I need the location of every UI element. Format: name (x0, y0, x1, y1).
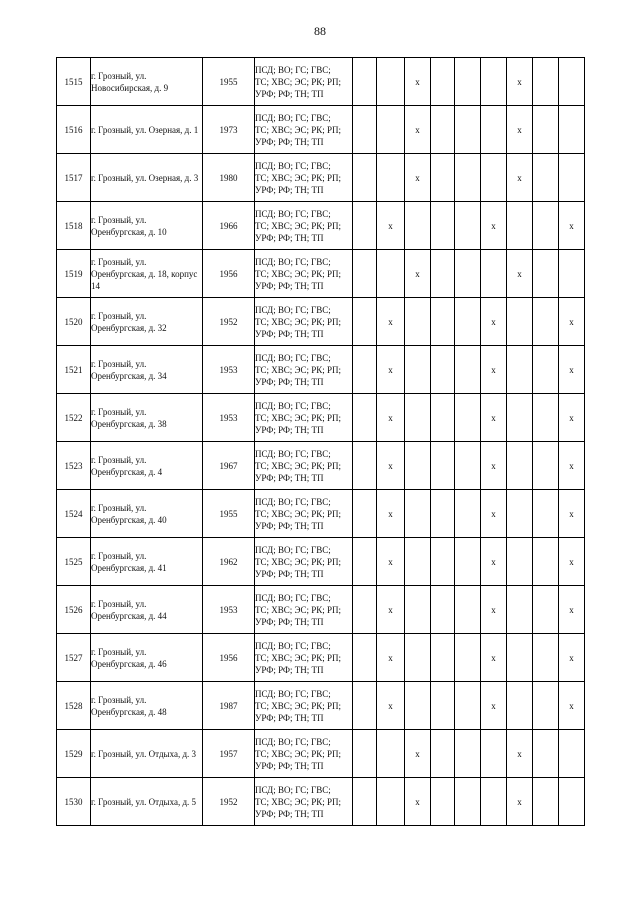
table-row (57, 586, 585, 634)
mark-cell (353, 490, 377, 538)
mark-cell: x (559, 634, 585, 682)
mark-cell (533, 586, 559, 634)
table-row (57, 346, 585, 394)
construction-year: 1956 (203, 634, 255, 682)
table-row (57, 154, 585, 202)
mark-cell (353, 298, 377, 346)
engineering-systems: ПСД; ВО; ГС; ГВС; ТС; ХВС; ЭС; РК; РП; УРФ; РФ; ТН; ТП (255, 442, 353, 490)
mark-cell: x (377, 538, 405, 586)
mark-cell (455, 586, 481, 634)
mark-cell (507, 394, 533, 442)
mark-cell (481, 730, 507, 778)
mark-cell: x (481, 538, 507, 586)
row-number: 1527 (57, 634, 91, 682)
mark-cell (353, 250, 377, 298)
construction-year: 1957 (203, 730, 255, 778)
mark-cell (481, 58, 507, 106)
mark-cell (533, 634, 559, 682)
mark-cell (405, 490, 431, 538)
mark-cell: x (377, 634, 405, 682)
mark-cell (431, 586, 455, 634)
mark-cell (533, 730, 559, 778)
mark-cell (431, 106, 455, 154)
mark-cell: x (377, 586, 405, 634)
mark-cell (533, 394, 559, 442)
mark-cell (507, 634, 533, 682)
mark-cell (455, 106, 481, 154)
mark-cell (431, 682, 455, 730)
mark-cell (405, 394, 431, 442)
mark-cell (353, 154, 377, 202)
mark-cell (455, 778, 481, 826)
mark-cell (431, 778, 455, 826)
row-number: 1520 (57, 298, 91, 346)
building-address: г. Грозный, ул. Оренбургская, д. 48 (91, 682, 203, 730)
engineering-systems: ПСД; ВО; ГС; ГВС; ТС; ХВС; ЭС; РК; РП; УРФ; РФ; ТН; ТП (255, 394, 353, 442)
mark-cell (533, 490, 559, 538)
building-address: г. Грозный, ул. Оренбургская, д. 18, корпус 14 (91, 250, 203, 298)
mark-cell (507, 202, 533, 250)
engineering-systems: ПСД; ВО; ГС; ГВС; ТС; ХВС; ЭС; РК; РП; УРФ; РФ; ТН; ТП (255, 106, 353, 154)
mark-cell: x (405, 154, 431, 202)
engineering-systems: ПСД; ВО; ГС; ГВС; ТС; ХВС; ЭС; РК; РП; УРФ; РФ; ТН; ТП (255, 154, 353, 202)
mark-cell (405, 298, 431, 346)
mark-cell: x (377, 202, 405, 250)
mark-cell: x (377, 682, 405, 730)
mark-cell: x (507, 106, 533, 154)
mark-cell: x (481, 682, 507, 730)
mark-cell (377, 106, 405, 154)
mark-cell (353, 58, 377, 106)
mark-cell: x (559, 490, 585, 538)
mark-cell (481, 778, 507, 826)
mark-cell (377, 154, 405, 202)
mark-cell (405, 682, 431, 730)
mark-cell: x (559, 346, 585, 394)
mark-cell (507, 586, 533, 634)
mark-cell (353, 394, 377, 442)
mark-cell (533, 154, 559, 202)
mark-cell (559, 778, 585, 826)
construction-year: 1973 (203, 106, 255, 154)
engineering-systems: ПСД; ВО; ГС; ГВС; ТС; ХВС; ЭС; РК; РП; УРФ; РФ; ТН; ТП (255, 202, 353, 250)
row-number: 1528 (57, 682, 91, 730)
table-row (57, 202, 585, 250)
mark-cell: x (377, 442, 405, 490)
table-body (57, 58, 585, 826)
table-row (57, 58, 585, 106)
construction-year: 1953 (203, 586, 255, 634)
mark-cell (431, 490, 455, 538)
mark-cell (507, 298, 533, 346)
mark-cell (559, 58, 585, 106)
mark-cell (353, 202, 377, 250)
mark-cell (431, 538, 455, 586)
mark-cell: x (507, 250, 533, 298)
mark-cell: x (405, 250, 431, 298)
mark-cell (405, 346, 431, 394)
mark-cell (481, 154, 507, 202)
table-row (57, 250, 585, 298)
mark-cell (455, 730, 481, 778)
row-number: 1522 (57, 394, 91, 442)
mark-cell: x (559, 298, 585, 346)
mark-cell: x (559, 538, 585, 586)
mark-cell (533, 202, 559, 250)
mark-cell: x (507, 154, 533, 202)
engineering-systems: ПСД; ВО; ГС; ГВС; ТС; ХВС; ЭС; РК; РП; УРФ; РФ; ТН; ТП (255, 730, 353, 778)
mark-cell (455, 634, 481, 682)
construction-year: 1980 (203, 154, 255, 202)
mark-cell (533, 346, 559, 394)
mark-cell (507, 490, 533, 538)
mark-cell (353, 106, 377, 154)
row-number: 1517 (57, 154, 91, 202)
mark-cell: x (559, 202, 585, 250)
mark-cell: x (405, 58, 431, 106)
row-number: 1525 (57, 538, 91, 586)
mark-cell: x (405, 730, 431, 778)
building-address: г. Грозный, ул. Оренбургская, д. 34 (91, 346, 203, 394)
mark-cell (431, 634, 455, 682)
engineering-systems: ПСД; ВО; ГС; ГВС; ТС; ХВС; ЭС; РК; РП; УРФ; РФ; ТН; ТП (255, 58, 353, 106)
mark-cell: x (507, 730, 533, 778)
mark-cell: x (481, 586, 507, 634)
construction-year: 1967 (203, 442, 255, 490)
engineering-systems: ПСД; ВО; ГС; ГВС; ТС; ХВС; ЭС; РК; РП; УРФ; РФ; ТН; ТП (255, 490, 353, 538)
building-address: г. Грозный, ул. Отдыха, д. 5 (91, 778, 203, 826)
mark-cell (507, 538, 533, 586)
mark-cell (431, 202, 455, 250)
mark-cell (405, 538, 431, 586)
mark-cell: x (481, 634, 507, 682)
building-address: г. Грозный, ул. Оренбургская, д. 41 (91, 538, 203, 586)
mark-cell (533, 58, 559, 106)
row-number: 1524 (57, 490, 91, 538)
engineering-systems: ПСД; ВО; ГС; ГВС; ТС; ХВС; ЭС; РК; РП; УРФ; РФ; ТН; ТП (255, 682, 353, 730)
mark-cell: x (377, 490, 405, 538)
mark-cell (377, 250, 405, 298)
building-address: г. Грозный, ул. Отдыха, д. 3 (91, 730, 203, 778)
mark-cell: x (377, 346, 405, 394)
mark-cell (455, 490, 481, 538)
mark-cell: x (481, 442, 507, 490)
mark-cell (353, 442, 377, 490)
building-address: г. Грозный, ул. Оренбургская, д. 38 (91, 394, 203, 442)
building-address: г. Грозный, ул. Озерная, д. 3 (91, 154, 203, 202)
mark-cell (377, 58, 405, 106)
mark-cell (455, 250, 481, 298)
mark-cell (405, 634, 431, 682)
mark-cell (353, 682, 377, 730)
mark-cell (455, 394, 481, 442)
mark-cell (455, 58, 481, 106)
construction-year: 1953 (203, 394, 255, 442)
mark-cell: x (559, 394, 585, 442)
mark-cell (431, 250, 455, 298)
mark-cell (533, 106, 559, 154)
table-row (57, 106, 585, 154)
table-row (57, 394, 585, 442)
engineering-systems: ПСД; ВО; ГС; ГВС; ТС; ХВС; ЭС; РК; РП; УРФ; РФ; ТН; ТП (255, 298, 353, 346)
mark-cell (455, 442, 481, 490)
mark-cell (455, 154, 481, 202)
mark-cell: x (405, 778, 431, 826)
table-row (57, 730, 585, 778)
construction-year: 1962 (203, 538, 255, 586)
mark-cell (559, 730, 585, 778)
mark-cell: x (507, 58, 533, 106)
row-number: 1515 (57, 58, 91, 106)
building-address: г. Грозный, ул. Оренбургская, д. 4 (91, 442, 203, 490)
engineering-systems: ПСД; ВО; ГС; ГВС; ТС; ХВС; ЭС; РК; РП; УРФ; РФ; ТН; ТП (255, 250, 353, 298)
mark-cell (533, 538, 559, 586)
mark-cell (405, 442, 431, 490)
mark-cell (353, 346, 377, 394)
mark-cell (353, 778, 377, 826)
mark-cell (431, 154, 455, 202)
table-row (57, 490, 585, 538)
construction-year: 1987 (203, 682, 255, 730)
mark-cell (377, 778, 405, 826)
row-number: 1521 (57, 346, 91, 394)
mark-cell (405, 586, 431, 634)
construction-year: 1956 (203, 250, 255, 298)
mark-cell: x (481, 490, 507, 538)
mark-cell: x (405, 106, 431, 154)
mark-cell (533, 250, 559, 298)
mark-cell (431, 730, 455, 778)
mark-cell (559, 154, 585, 202)
mark-cell (455, 538, 481, 586)
mark-cell (353, 586, 377, 634)
table-row (57, 682, 585, 730)
building-address: г. Грозный, ул. Озерная, д. 1 (91, 106, 203, 154)
mark-cell (455, 202, 481, 250)
construction-year: 1955 (203, 58, 255, 106)
mark-cell: x (481, 298, 507, 346)
mark-cell (507, 442, 533, 490)
row-number: 1519 (57, 250, 91, 298)
engineering-systems: ПСД; ВО; ГС; ГВС; ТС; ХВС; ЭС; РК; РП; УРФ; РФ; ТН; ТП (255, 634, 353, 682)
building-address: г. Грозный, ул. Оренбургская, д. 44 (91, 586, 203, 634)
mark-cell (533, 298, 559, 346)
row-number: 1530 (57, 778, 91, 826)
buildings-table (56, 57, 585, 826)
engineering-systems: ПСД; ВО; ГС; ГВС; ТС; ХВС; ЭС; РК; РП; УРФ; РФ; ТН; ТП (255, 586, 353, 634)
mark-cell: x (559, 586, 585, 634)
mark-cell (353, 730, 377, 778)
mark-cell: x (377, 394, 405, 442)
engineering-systems: ПСД; ВО; ГС; ГВС; ТС; ХВС; ЭС; РК; РП; УРФ; РФ; ТН; ТП (255, 538, 353, 586)
mark-cell (455, 298, 481, 346)
mark-cell (455, 682, 481, 730)
construction-year: 1966 (203, 202, 255, 250)
table-row (57, 778, 585, 826)
building-address: г. Грозный, ул. Оренбургская, д. 46 (91, 634, 203, 682)
mark-cell (431, 58, 455, 106)
mark-cell (481, 250, 507, 298)
building-address: г. Грозный, ул. Новосибирская, д. 9 (91, 58, 203, 106)
mark-cell: x (559, 682, 585, 730)
engineering-systems: ПСД; ВО; ГС; ГВС; ТС; ХВС; ЭС; РК; РП; УРФ; РФ; ТН; ТП (255, 778, 353, 826)
engineering-systems: ПСД; ВО; ГС; ГВС; ТС; ХВС; ЭС; РК; РП; УРФ; РФ; ТН; ТП (255, 346, 353, 394)
mark-cell (455, 346, 481, 394)
table-row (57, 442, 585, 490)
mark-cell (559, 250, 585, 298)
row-number: 1529 (57, 730, 91, 778)
row-number: 1523 (57, 442, 91, 490)
mark-cell (533, 442, 559, 490)
construction-year: 1953 (203, 346, 255, 394)
row-number: 1516 (57, 106, 91, 154)
construction-year: 1952 (203, 778, 255, 826)
mark-cell (533, 778, 559, 826)
mark-cell: x (377, 298, 405, 346)
building-address: г. Грозный, ул. Оренбургская, д. 40 (91, 490, 203, 538)
mark-cell (431, 346, 455, 394)
mark-cell (431, 442, 455, 490)
mark-cell: x (481, 202, 507, 250)
mark-cell (405, 202, 431, 250)
mark-cell (353, 634, 377, 682)
page-number: 88 (314, 24, 326, 38)
mark-cell (507, 346, 533, 394)
table-row (57, 298, 585, 346)
building-address: г. Грозный, ул. Оренбургская, д. 32 (91, 298, 203, 346)
table-row (57, 538, 585, 586)
building-address: г. Грозный, ул. Оренбургская, д. 10 (91, 202, 203, 250)
construction-year: 1952 (203, 298, 255, 346)
mark-cell (431, 298, 455, 346)
mark-cell: x (559, 442, 585, 490)
mark-cell: x (507, 778, 533, 826)
construction-year: 1955 (203, 490, 255, 538)
mark-cell: x (481, 394, 507, 442)
row-number: 1526 (57, 586, 91, 634)
mark-cell (559, 106, 585, 154)
mark-cell (533, 682, 559, 730)
mark-cell (431, 394, 455, 442)
mark-cell: x (481, 346, 507, 394)
mark-cell (377, 730, 405, 778)
row-number: 1518 (57, 202, 91, 250)
mark-cell (507, 682, 533, 730)
mark-cell (481, 106, 507, 154)
mark-cell (353, 538, 377, 586)
table-row (57, 634, 585, 682)
